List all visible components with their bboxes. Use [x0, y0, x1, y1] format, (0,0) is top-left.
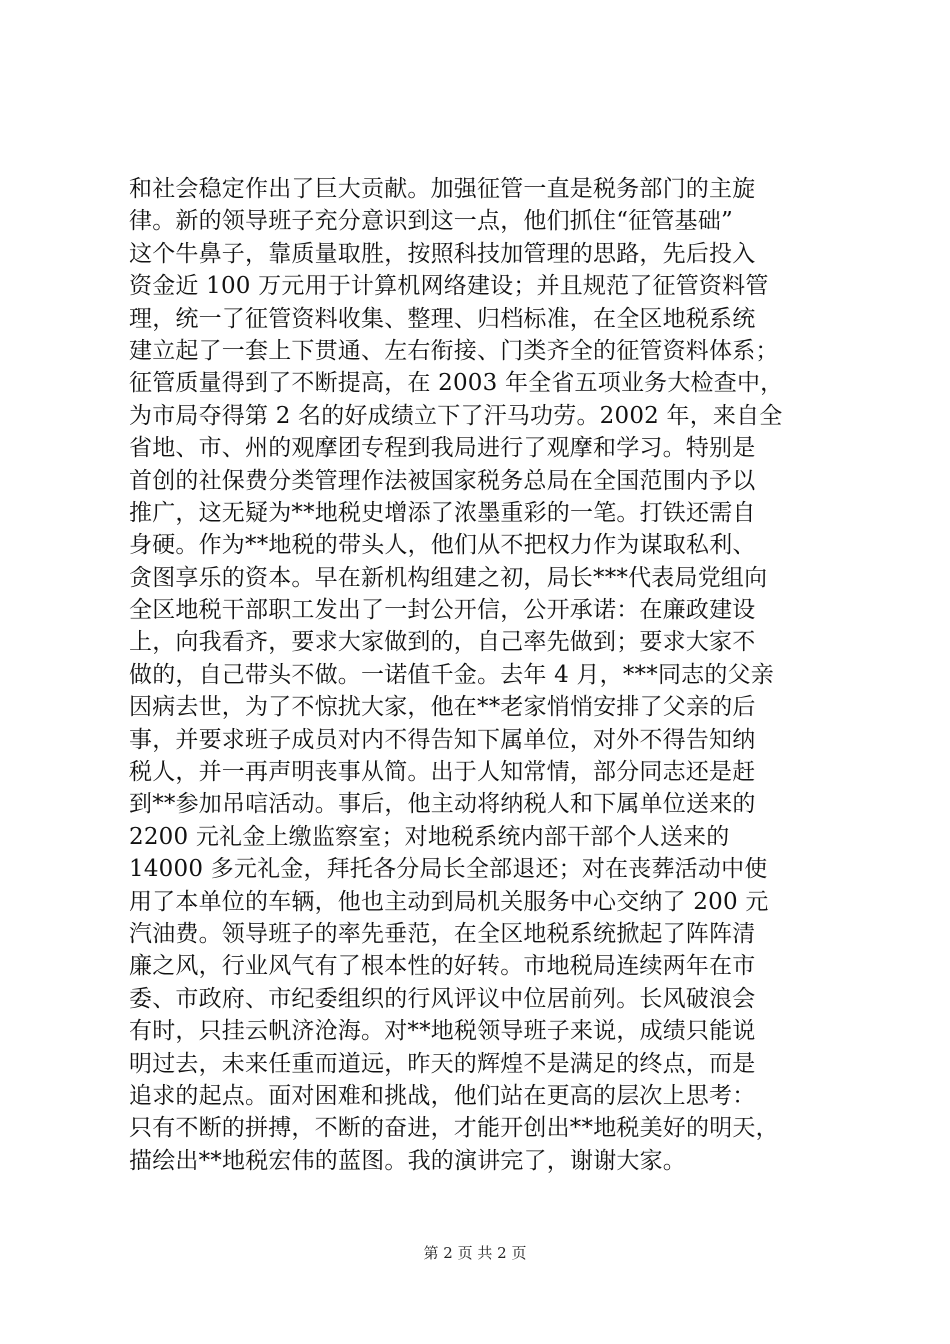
text-line: 做的，自己带头不做。一诺值千金。去年 4 月，***同志的父亲 — [129, 661, 774, 688]
text-line: 征管质量得到了不断提高，在 2003 年全省五项业务大检查中， — [129, 370, 784, 397]
body-text — [129, 173, 829, 1177]
text-line: 只有不断的拼搏，不断的奋进，才能开创出**地税美好的明天， — [129, 1115, 779, 1142]
page-footer — [0, 1243, 950, 1263]
text-line: 汽油费。领导班子的率先垂范，在全区地税系统掀起了阵阵清 — [129, 920, 756, 947]
text-line: 到**参加吊唁活动。事后，他主动将纳税人和下属单位送来的 — [129, 791, 756, 818]
text-line: 建立起了一套上下贯通、左右衔接、门类齐全的征管资料体系； — [129, 337, 779, 364]
text-line: 首创的社保费分类管理作法被国家税务总局在全国范围内予以 — [129, 467, 756, 494]
text-line: 因病去世，为了不惊扰大家，他在**老家悄悄安排了父亲的后 — [129, 694, 756, 721]
text-line: 14000 多元礼金，拜托各分局长全部退还；对在丧葬活动中使 — [129, 856, 768, 883]
text-line: 有时，只挂云帆济沧海。对**地税领导班子来说，成绩只能说 — [129, 1018, 756, 1045]
text-line: 和社会稳定作出了巨大贡献。加强征管一直是税务部门的主旋 — [129, 176, 756, 202]
text-line: 委、市政府、市纪委组织的行风评议中位居前列。长风破浪会 — [129, 985, 756, 1012]
text-line: 贪图享乐的资本。早在新机构组建之初，局长***代表局党组向 — [129, 564, 768, 591]
text-line: 省地、市、州的观摩团专程到我局进行了观摩和学习。特别是 — [129, 435, 756, 462]
text-line: 全区地税干部职工发出了一封公开信，公开承诺：在廉政建设 — [129, 597, 756, 624]
text-line: 推广，这无疑为**地税史增添了浓墨重彩的一笔。打铁还需自 — [129, 499, 756, 526]
text-line: 资金近 100 万元用于计算机网络建设；并且规范了征管资料管 — [129, 273, 769, 300]
text-line: 理，统一了征管资料收集、整理、归档标准，在全区地税系统 — [129, 305, 756, 332]
text-line: 事，并要求班子成员对内不得告知下属单位，对外不得告知纳 — [129, 726, 756, 753]
text-line: 身硬。作为**地税的带头人，他们从不把权力作为谋取私利、 — [129, 532, 756, 559]
text-line: 律。新的领导班子充分意识到这一点，他们抓住“征管基础” — [129, 208, 733, 235]
text-line: 税人，并一再声明丧事从简。出于人知常情，部分同志还是赶 — [129, 759, 756, 786]
text-line: 廉之风，行业风气有了根本性的好转。市地税局连续两年在市 — [129, 953, 756, 980]
text-line: 上，向我看齐，要求大家做到的，自己率先做到；要求大家不 — [129, 629, 756, 656]
text-line: 明过去，未来任重而道远，昨天的辉煌不是满足的终点，而是 — [129, 1050, 756, 1077]
text-line: 追求的起点。面对困难和挑战，他们站在更高的层次上思考： — [129, 1082, 756, 1109]
page-number-label: 第 2 页 共 2 页 — [423, 1244, 527, 1262]
text-line: 描绘出**地税宏伟的蓝图。我的演讲完了，谢谢大家。 — [129, 1147, 686, 1174]
text-line: 为市局夺得第 2 名的好成绩立下了汗马功劳。2002 年，来自全 — [129, 402, 783, 429]
text-line: 2200 元礼金上缴监察室；对地税系统内部干部个人送来的 — [129, 823, 730, 850]
text-line: 用了本单位的车辆，他也主动到局机关服务中心交纳了 200 元 — [129, 888, 769, 915]
text-line: 这个牛鼻子，靠质量取胜，按照科技加管理的思路，先后投入 — [129, 240, 756, 267]
